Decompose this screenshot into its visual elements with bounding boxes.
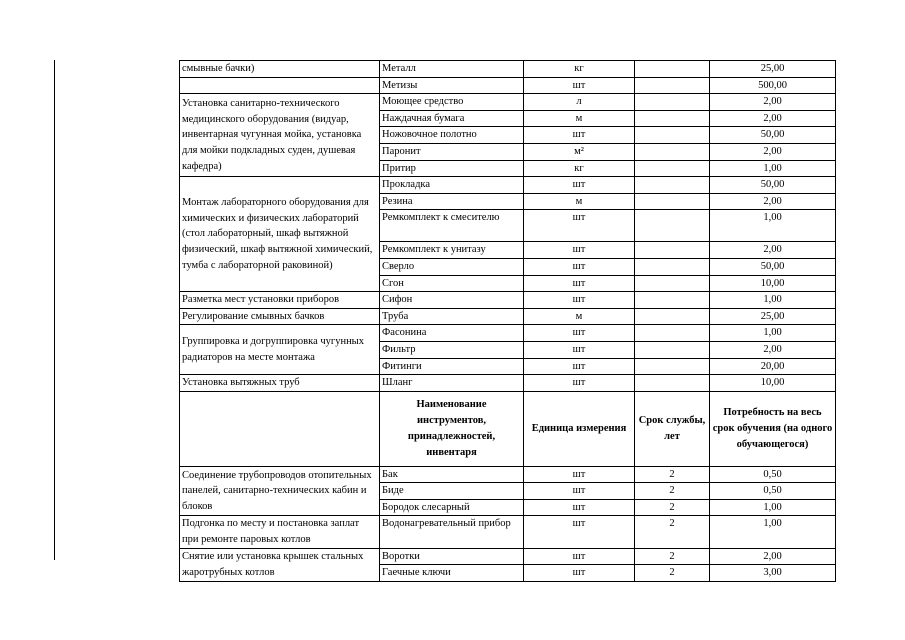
- item-name: Метизы: [380, 77, 524, 94]
- item-qty: 25,00: [710, 308, 836, 325]
- item-life: 2: [635, 483, 710, 500]
- header-life: Срок службы, лет: [635, 391, 710, 466]
- item-name: Шланг: [380, 375, 524, 392]
- work-description: [180, 77, 380, 94]
- item-life: [635, 258, 710, 275]
- item-qty: 2,00: [710, 193, 836, 210]
- item-unit: шт: [524, 242, 635, 259]
- item-unit: шт: [524, 177, 635, 194]
- item-qty: 1,00: [710, 325, 836, 342]
- item-unit: шт: [524, 466, 635, 483]
- item-unit: м: [524, 193, 635, 210]
- item-qty: 2,00: [710, 548, 836, 565]
- header-blank-cell: [180, 391, 380, 466]
- work-description: смывные бачки): [180, 61, 380, 78]
- item-unit: шт: [524, 292, 635, 309]
- table-row: [180, 466, 836, 483]
- item-life: [635, 375, 710, 392]
- item-life: [635, 308, 710, 325]
- item-qty: 50,00: [710, 258, 836, 275]
- item-qty: 50,00: [710, 127, 836, 144]
- item-qty: 1,00: [710, 292, 836, 309]
- item-life: [635, 77, 710, 94]
- item-qty: 2,00: [710, 242, 836, 259]
- item-name: Фитинги: [380, 358, 524, 375]
- item-name: Паронит: [380, 143, 524, 160]
- item-name: Водонагревательный прибор: [380, 516, 524, 548]
- item-qty: 1,00: [710, 516, 836, 548]
- item-name: Наждачная бумага: [380, 110, 524, 127]
- item-qty: 25,00: [710, 61, 836, 78]
- item-unit: шт: [524, 77, 635, 94]
- item-name: Ремкомплект к смесителю: [380, 210, 524, 242]
- table-row: [180, 61, 836, 78]
- item-name: Бородок слесарный: [380, 499, 524, 516]
- table-row: [180, 548, 836, 565]
- item-name: Сгон: [380, 275, 524, 292]
- item-unit: кг: [524, 160, 635, 177]
- item-unit: шт: [524, 258, 635, 275]
- work-description: Группировка и догруппировка чугунных радиаторов на месте монтажа: [180, 325, 380, 375]
- item-unit: шт: [524, 341, 635, 358]
- item-name: Притир: [380, 160, 524, 177]
- item-qty: 500,00: [710, 77, 836, 94]
- table-row: [180, 375, 836, 392]
- item-name: Ремкомплект к унитазу: [380, 242, 524, 259]
- item-life: 2: [635, 548, 710, 565]
- item-name: Металл: [380, 61, 524, 78]
- header-unit: Единица измерения: [524, 391, 635, 466]
- item-unit: шт: [524, 548, 635, 565]
- page-margin-line: [54, 60, 55, 560]
- item-life: [635, 325, 710, 342]
- item-name: Сифон: [380, 292, 524, 309]
- work-description: Разметка мест установки приборов: [180, 292, 380, 309]
- item-life: [635, 341, 710, 358]
- item-qty: 2,00: [710, 143, 836, 160]
- table-row: [180, 292, 836, 309]
- item-life: 2: [635, 516, 710, 548]
- item-life: 2: [635, 466, 710, 483]
- item-unit: м²: [524, 143, 635, 160]
- item-life: [635, 275, 710, 292]
- item-name: Резина: [380, 193, 524, 210]
- item-name: Моющее средство: [380, 94, 524, 111]
- table-row: [180, 325, 836, 342]
- item-qty: 10,00: [710, 375, 836, 392]
- item-name: Биде: [380, 483, 524, 500]
- item-life: [635, 127, 710, 144]
- item-life: [635, 94, 710, 111]
- work-description: Снятие или установка крышек стальных жаротрубных котлов: [180, 548, 380, 581]
- item-name: Воротки: [380, 548, 524, 565]
- item-qty: 20,00: [710, 358, 836, 375]
- table-row: [180, 177, 836, 194]
- item-name: Бак: [380, 466, 524, 483]
- item-unit: шт: [524, 483, 635, 500]
- item-life: [635, 160, 710, 177]
- item-name: Фильтр: [380, 341, 524, 358]
- work-description: Установка санитарно-технического медицинского оборудования (видуар, инвентарная чугунная мойка, установка для мойки подкладных суден, душевая кафедра): [180, 94, 380, 177]
- item-qty: 1,00: [710, 210, 836, 242]
- item-name: Прокладка: [380, 177, 524, 194]
- item-unit: м: [524, 308, 635, 325]
- item-qty: 50,00: [710, 177, 836, 194]
- item-life: 2: [635, 565, 710, 582]
- item-name: Сверло: [380, 258, 524, 275]
- table-row: [180, 94, 836, 111]
- item-life: [635, 193, 710, 210]
- header-qty: Потребность на весь срок обучения (на одного обучающегося): [710, 391, 836, 466]
- item-life: [635, 61, 710, 78]
- item-unit: шт: [524, 358, 635, 375]
- item-unit: шт: [524, 516, 635, 548]
- work-description: Установка вытяжных труб: [180, 375, 380, 392]
- item-qty: 0,50: [710, 483, 836, 500]
- table-header-row: [180, 391, 836, 466]
- item-life: [635, 110, 710, 127]
- work-description: Подгонка по месту и постановка заплат при ремонте паровых котлов: [180, 516, 380, 548]
- item-life: 2: [635, 499, 710, 516]
- materials-table: [179, 60, 836, 582]
- item-name: Труба: [380, 308, 524, 325]
- item-unit: м: [524, 110, 635, 127]
- item-qty: 10,00: [710, 275, 836, 292]
- item-life: [635, 292, 710, 309]
- work-description: Регулирование смывных бачков: [180, 308, 380, 325]
- header-name: Наименование инструментов, принадлежностей, инвентаря: [380, 391, 524, 466]
- item-qty: 2,00: [710, 110, 836, 127]
- item-qty: 2,00: [710, 94, 836, 111]
- item-life: [635, 177, 710, 194]
- item-life: [635, 242, 710, 259]
- item-unit: шт: [524, 210, 635, 242]
- item-unit: шт: [524, 127, 635, 144]
- item-life: [635, 210, 710, 242]
- item-qty: 1,00: [710, 160, 836, 177]
- table-row: [180, 516, 836, 548]
- item-unit: кг: [524, 61, 635, 78]
- item-name: Ножовочное полотно: [380, 127, 524, 144]
- item-qty: 0,50: [710, 466, 836, 483]
- work-description: Соединение трубопроводов отопительных панелей, санитарно-технических кабин и блоков: [180, 466, 380, 516]
- item-unit: шт: [524, 499, 635, 516]
- work-description: Монтаж лабораторного оборудования для химических и физических лабораторий (стол лабораторный, шкаф вытяжной физический, шкаф вытяжной химический, тумба с лабораторной раковиной): [180, 177, 380, 292]
- item-unit: шт: [524, 325, 635, 342]
- item-qty: 3,00: [710, 565, 836, 582]
- item-qty: 2,00: [710, 341, 836, 358]
- item-unit: л: [524, 94, 635, 111]
- item-name: Фасонина: [380, 325, 524, 342]
- item-unit: шт: [524, 565, 635, 582]
- item-life: [635, 358, 710, 375]
- table-row: [180, 77, 836, 94]
- item-life: [635, 143, 710, 160]
- item-unit: шт: [524, 275, 635, 292]
- item-unit: шт: [524, 375, 635, 392]
- item-qty: 1,00: [710, 499, 836, 516]
- table-row: [180, 308, 836, 325]
- item-name: Гаечные ключи: [380, 565, 524, 582]
